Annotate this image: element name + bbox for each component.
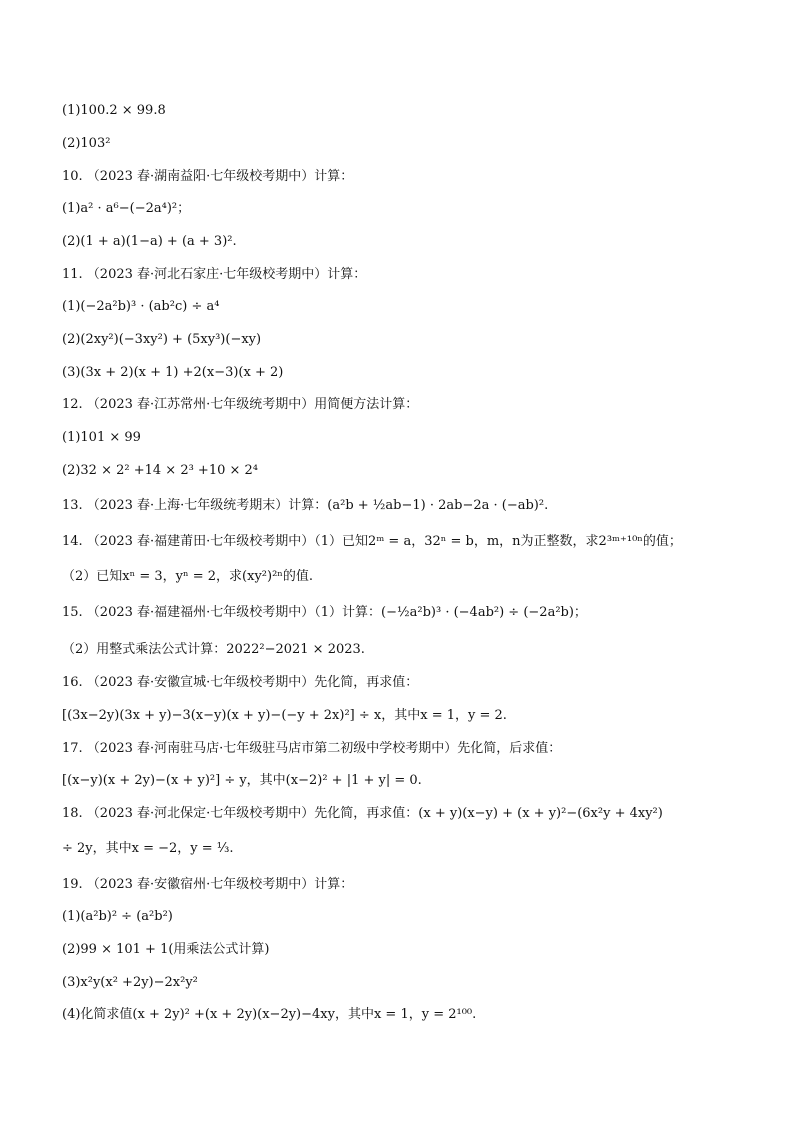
- question-14: 14. （2023 春·福建莆田·七年级校考期中）（1）已知2ᵐ = a，32ⁿ = b，m，n为正整数，求2³ᵐ⁺¹⁰ⁿ的值；: [62, 534, 682, 549]
- question-10-header: 10. （2023 春·湖南益阳·七年级校考期中）计算：: [62, 169, 354, 184]
- question-11-header: 11. （2023 春·河北石家庄·七年级校考期中）计算：: [62, 267, 367, 282]
- text-line: (2)32 × 2² +14 × 2³ +10 × 2⁴: [62, 463, 259, 478]
- text-line: (1)a² · a⁶−(−2a⁴)²；: [62, 201, 191, 216]
- text-line: (2)99 × 101 + 1(用乘法公式计算): [62, 942, 270, 957]
- text-line: (3)(3x + 2)(x + 1) +2(x−3)(x + 2): [62, 365, 284, 380]
- text-line: (1)101 × 99: [62, 430, 141, 445]
- text-line: （2）已知xⁿ = 3，yⁿ = 2，求(xy²)²ⁿ的值.: [62, 569, 314, 584]
- text-line: (4)化简求值(x + 2y)² +(x + 2y)(x−2y)−4xy，其中x = 1，y = 2¹⁰⁰.: [62, 1007, 477, 1022]
- text-line: (2)103²: [62, 136, 111, 151]
- text-line: (2)(2xy²)(−3xy²) + (5xy³)(−xy): [62, 332, 262, 347]
- text-line: [(x−y)(x + 2y)−(x + y)²] ÷ y，其中(x−2)² + |1 + y| = 0.: [62, 773, 422, 788]
- text-line: (2)(1 + a)(1−a) + (a + 3)².: [62, 234, 237, 249]
- text-line: ÷ 2y，其中x = −2，y = ⅓.: [62, 841, 234, 856]
- question-16-header: 16. （2023 春·安徽宣城·七年级校考期中）先化简，再求值：: [62, 675, 419, 690]
- text-line: [(3x−2y)(3x + y)−3(x−y)(x + y)−(−y + 2x)²] ÷ x，其中x = 1，y = 2.: [62, 708, 507, 723]
- text-line: （2）用整式乘法公式计算：2022²−2021 × 2023.: [62, 642, 365, 657]
- question-19-header: 19. （2023 春·安徽宿州·七年级校考期中）计算：: [62, 877, 354, 892]
- question-12-header: 12. （2023 春·江苏常州·七年级统考期中）用简便方法计算：: [62, 397, 419, 412]
- text-line: (1)100.2 × 99.8: [62, 103, 166, 118]
- question-15: 15. （2023 春·福建福州·七年级校考期中）（1）计算：(−½a²b)³ · (−4ab²) ÷ (−2a²b)；: [62, 605, 587, 620]
- question-18: 18. （2023 春·河北保定·七年级校考期中）先化简，再求值：(x + y)(x−y) + (x + y)²−(6x²y + 4xy²): [62, 806, 663, 821]
- text-line: (1)(a²b)² ÷ (a²b²): [62, 909, 173, 924]
- question-13: 13. （2023 春·上海·七年级统考期末）计算：(a²b + ½ab−1) · 2ab−2a · (−ab)².: [62, 498, 549, 513]
- text-line: (3)x²y(x² +2y)−2x²y²: [62, 975, 198, 990]
- text-line: (1)(−2a²b)³ · (ab²c) ÷ a⁴: [62, 299, 220, 314]
- question-17-header: 17. （2023 春·河南驻马店·七年级驻马店市第二初级中学校考期中）先化简，后求值：: [62, 741, 562, 756]
